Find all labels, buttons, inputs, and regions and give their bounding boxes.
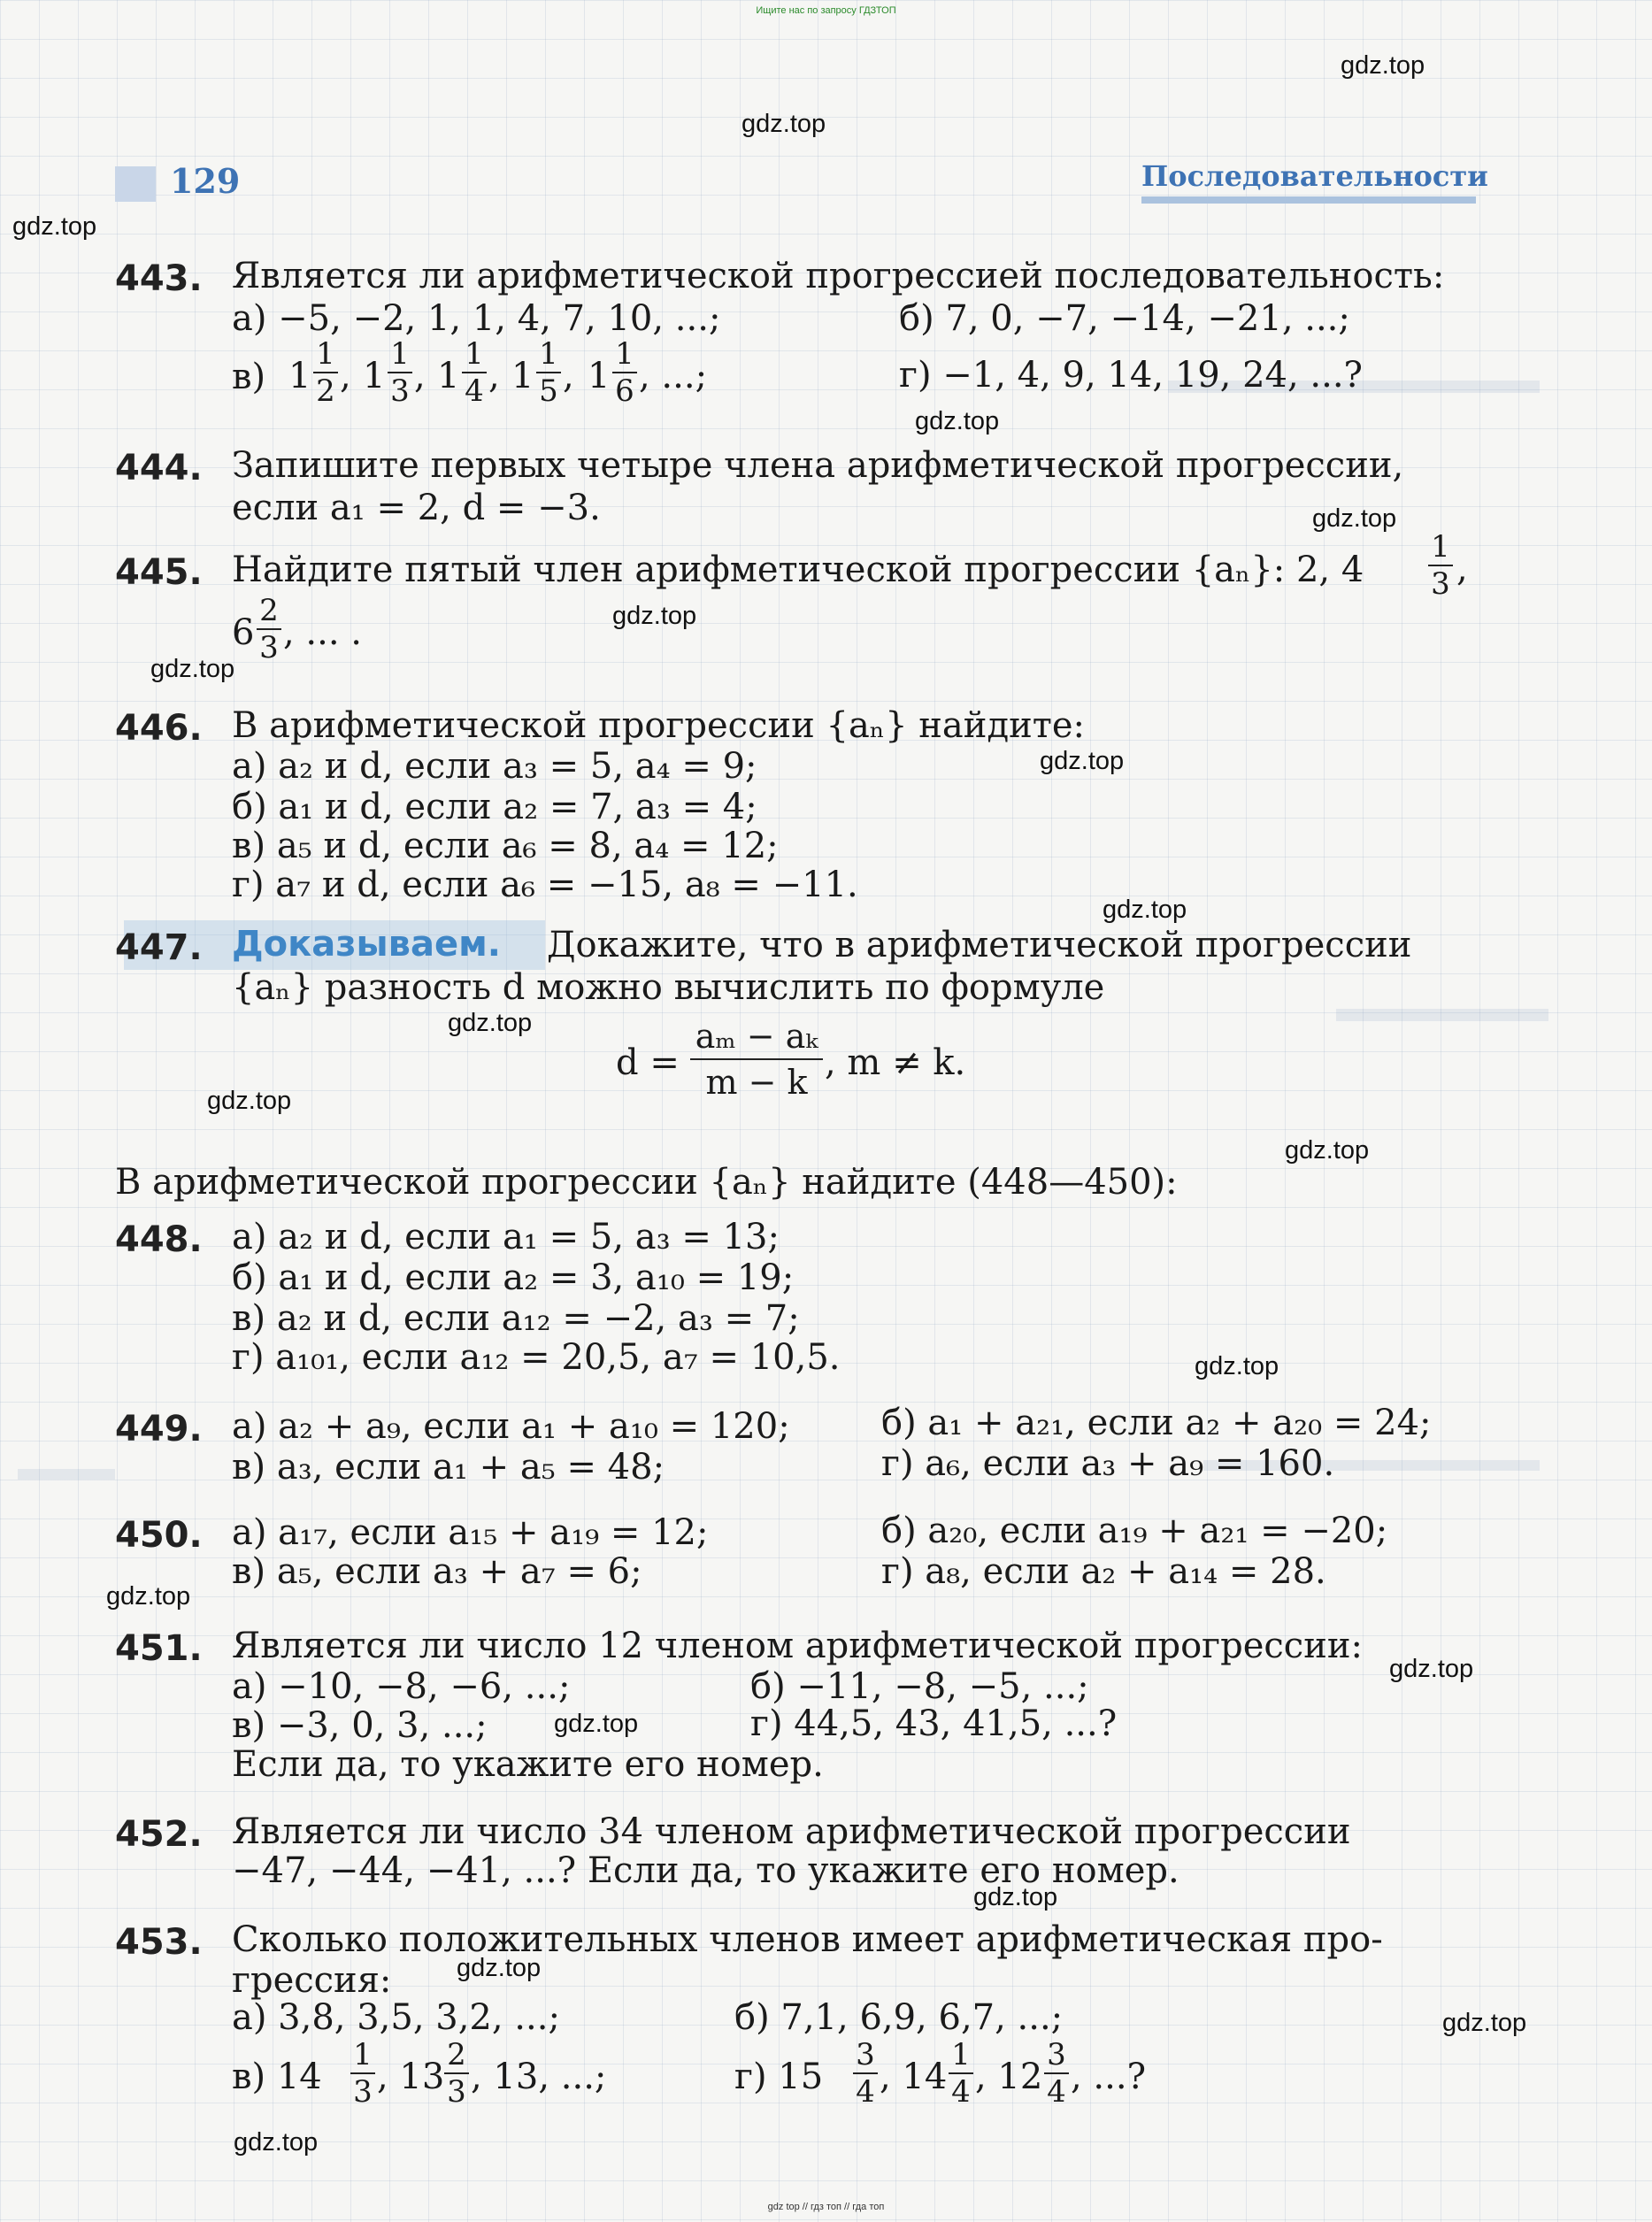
watermark: gdz.top xyxy=(554,1710,639,1738)
frac-whole: 1 xyxy=(363,356,386,396)
formula-tail: , m ≠ k. xyxy=(825,1042,966,1083)
comma: , xyxy=(340,356,351,396)
frac-den: 6 xyxy=(612,372,637,409)
problem-text: Является ли число 34 членом арифметической прогрессии xyxy=(232,1811,1351,1852)
list-item: в) a₅ и d, если a₆ = 8, a₄ = 12; xyxy=(232,826,779,866)
formula-denominator: m − k xyxy=(690,1058,823,1104)
comma: , xyxy=(563,356,574,396)
frac-num: 1 xyxy=(465,336,484,372)
frac-num: 3 xyxy=(856,2037,875,2072)
option-a: а) −10, −8, −6, ...; xyxy=(232,1666,571,1707)
page-number-box xyxy=(115,166,156,202)
watermark: gdz.top xyxy=(1195,1352,1279,1380)
fraction xyxy=(949,2037,973,2110)
list-item: г) a₁₀₁, если a₁₂ = 20,5, a₇ = 10,5. xyxy=(232,1337,841,1378)
mixed-fraction xyxy=(588,356,610,396)
problem-number: 451. xyxy=(115,1628,203,1669)
frac-whole: 1 xyxy=(288,356,311,396)
problem-text: если a₁ = 2, d = −3. xyxy=(232,488,601,528)
option-g: г) 44,5, 43, 41,5, ...? xyxy=(750,1703,1118,1744)
frac-den: 5 xyxy=(536,372,561,409)
whole: 6 xyxy=(232,612,255,653)
frac-whole: 1 xyxy=(588,356,611,396)
list-item: б) a₁ и d, если a₂ = 7, a₃ = 4; xyxy=(232,787,757,827)
watermark: gdz.top xyxy=(612,602,697,630)
problem-number: 445. xyxy=(115,552,203,593)
option-v-label: в) xyxy=(232,357,266,397)
watermark: gdz.top xyxy=(234,2128,319,2157)
option-b: б) a₂₀, если a₁₉ + a₂₁ = −20; xyxy=(881,1511,1388,1551)
bottom-note: gdz top // гдз топ // гда топ xyxy=(767,2202,885,2212)
option-v: в) a₅, если a₃ + a₇ = 6; xyxy=(232,1551,642,1592)
list-item: в) a₂ и d, если a₁₂ = −2, a₃ = 7; xyxy=(232,1298,800,1339)
option-b: б) −11, −8, −5, ...; xyxy=(750,1666,1089,1707)
watermark: gdz.top xyxy=(1103,896,1187,924)
watermark: gdz.top xyxy=(1312,504,1397,533)
list-item: г) a₇ и d, если a₆ = −15, a₈ = −11. xyxy=(232,865,858,905)
mid: , 13 xyxy=(377,2057,445,2097)
watermark: gdz.top xyxy=(1285,1136,1370,1165)
fraction xyxy=(313,336,338,409)
problem-number: 448. xyxy=(115,1219,203,1260)
frac-num: 1 xyxy=(539,336,558,372)
tail: , 13, ...; xyxy=(471,2057,607,2097)
frac-den: 4 xyxy=(462,372,487,409)
tail: , ...; xyxy=(639,356,708,396)
mixed-fraction xyxy=(288,356,311,396)
watermark: gdz.top xyxy=(1389,1655,1474,1683)
comma: , xyxy=(414,356,426,396)
problem-number: 452. xyxy=(115,1814,203,1855)
frac-whole: 1 xyxy=(437,356,460,396)
problem-text: Является ли арифметической прогрессией последовательность: xyxy=(232,256,1445,296)
option-g: г) −1, 4, 9, 14, 19, 24, ...? xyxy=(899,355,1364,396)
problem-text: Запишите первых четыре члена арифметической прогрессии, xyxy=(232,445,1404,486)
frac-num: 1 xyxy=(951,2037,971,2072)
list-item: а) a₂ и d, если a₃ = 5, a₄ = 9; xyxy=(232,746,757,787)
frac-whole: 1 xyxy=(511,356,534,396)
mixed-fraction xyxy=(511,356,534,396)
problem-number: 447. xyxy=(115,927,203,968)
frac-num: 1 xyxy=(1431,529,1450,565)
watermark: gdz.top xyxy=(457,1954,542,1982)
problem-number: 450. xyxy=(115,1515,203,1556)
watermark: gdz.top xyxy=(150,655,235,683)
option-v-label: в) 14 xyxy=(232,2057,322,2097)
fraction xyxy=(612,336,637,409)
problem-text: грессия: xyxy=(232,1960,392,2001)
fraction xyxy=(388,336,412,409)
option-v: в) a₃, если a₁ + a₅ = 48; xyxy=(232,1447,665,1488)
problem-number: 443. xyxy=(115,258,203,299)
option-b: б) 7,1, 6,9, 6,7, ...; xyxy=(734,1997,1064,2038)
option-a: а) −5, −2, 1, 1, 4, 7, 10, ...; xyxy=(232,298,721,339)
option-b: б) a₁ + a₂₁, если a₂ + a₂₀ = 24; xyxy=(881,1403,1432,1443)
frac-num: 1 xyxy=(390,336,410,372)
frac-den: 4 xyxy=(949,2072,973,2110)
watermark: gdz.top xyxy=(1040,747,1125,775)
problem-number: 453. xyxy=(115,1922,203,1963)
mid: , 14 xyxy=(880,2057,948,2097)
frac-den: 3 xyxy=(350,2072,375,2110)
option-v: в) −3, 0, 3, ...; xyxy=(232,1705,488,1746)
option-g: г) a₈, если a₂ + a₁₄ = 28. xyxy=(881,1551,1326,1592)
tail: , ... . xyxy=(283,612,363,653)
fraction xyxy=(444,2037,469,2110)
watermark: gdz.top xyxy=(973,1883,1058,1911)
comma: , xyxy=(1456,549,1468,589)
frac-den: 3 xyxy=(257,628,281,665)
page-number: 129 xyxy=(170,161,241,201)
problem-text: −47, −44, −41, ...? Если да, то укажите его номер. xyxy=(232,1850,1179,1891)
bleed-stripe xyxy=(18,1469,115,1480)
frac-num: 2 xyxy=(259,593,279,628)
frac-den: 3 xyxy=(1428,565,1453,602)
problem-number: 444. xyxy=(115,448,203,488)
fraction xyxy=(1044,2037,1069,2110)
problem-text: Является ли число 12 членом арифметической прогрессии: xyxy=(232,1626,1363,1666)
watermark: gdz.top xyxy=(741,110,826,138)
mixed-fraction xyxy=(363,356,385,396)
formula-numerator: aₘ − aₖ xyxy=(695,1017,818,1056)
watermark: gdz.top xyxy=(448,1009,533,1037)
mixed-fraction xyxy=(437,356,459,396)
frac-num: 1 xyxy=(353,2037,373,2072)
formula-lhs: d = xyxy=(616,1042,680,1083)
problem-text: Докажите, что в арифметической прогрессии xyxy=(547,925,1412,965)
fraction xyxy=(536,336,561,409)
fraction xyxy=(853,2037,878,2110)
option-b: б) 7, 0, −7, −14, −21, ...; xyxy=(899,298,1350,339)
section-intro: В арифметической прогрессии {aₙ} найдите (448—450): xyxy=(115,1162,1178,1203)
problem-number: 449. xyxy=(115,1409,203,1449)
frac-num: 1 xyxy=(316,336,335,372)
option-a: а) 3,8, 3,5, 3,2, ...; xyxy=(232,1997,560,2038)
fraction xyxy=(257,593,281,665)
option-a: а) a₁₇, если a₁₅ + a₁₉ = 12; xyxy=(232,1512,709,1553)
bleed-stripe xyxy=(1336,1009,1548,1021)
problem-text: Найдите пятый член арифметической прогрессии {aₙ}: 2, 4 xyxy=(232,550,1364,590)
frac-den: 2 xyxy=(313,372,338,409)
frac-num: 1 xyxy=(615,336,634,372)
section-title: Последовательности xyxy=(1141,159,1488,193)
watermark: gdz.top xyxy=(1341,51,1425,80)
list-item: б) a₁ и d, если a₂ = 3, a₁₀ = 19; xyxy=(232,1257,795,1298)
fraction xyxy=(1428,529,1453,602)
watermark: gdz.top xyxy=(12,212,97,241)
header-rule xyxy=(1141,196,1476,204)
watermark: gdz.top xyxy=(207,1087,292,1115)
frac-den: 3 xyxy=(444,2072,469,2110)
fraction xyxy=(350,2037,375,2110)
watermark: gdz.top xyxy=(1442,2009,1527,2037)
frac-den: 3 xyxy=(388,372,412,409)
frac-den: 4 xyxy=(853,2072,878,2110)
frac-num: 2 xyxy=(447,2037,466,2072)
watermark: gdz.top xyxy=(915,407,1000,435)
problem-text: Сколько положительных членов имеет арифметическая про- xyxy=(232,1919,1383,1960)
problem-number: 446. xyxy=(115,708,203,749)
option-a: а) a₂ + a₉, если a₁ + a₁₀ = 120; xyxy=(232,1406,790,1447)
formula-fraction xyxy=(690,1014,823,1104)
problem-text: Если да, то укажите его номер. xyxy=(232,1744,824,1785)
comma: , xyxy=(488,356,500,396)
option-g: г) a₆, если a₃ + a₉ = 160. xyxy=(881,1443,1335,1484)
frac-num: 3 xyxy=(1047,2037,1066,2072)
prove-label: Доказываем. xyxy=(232,924,501,965)
top-note: Ищите нас по запросу ГДЗТОП xyxy=(756,5,896,16)
option-g-label: г) 15 xyxy=(734,2057,824,2097)
problem-text: {aₙ} разность d можно вычислить по формуле xyxy=(232,967,1105,1008)
mid: , 12 xyxy=(975,2057,1043,2097)
list-item: а) a₂ и d, если a₁ = 5, a₃ = 13; xyxy=(232,1217,780,1257)
fraction xyxy=(462,336,487,409)
frac-den: 4 xyxy=(1044,2072,1069,2110)
watermark: gdz.top xyxy=(106,1582,191,1611)
tail: , ...? xyxy=(1071,2057,1147,2097)
problem-text: В арифметической прогрессии {aₙ} найдите: xyxy=(232,705,1086,746)
